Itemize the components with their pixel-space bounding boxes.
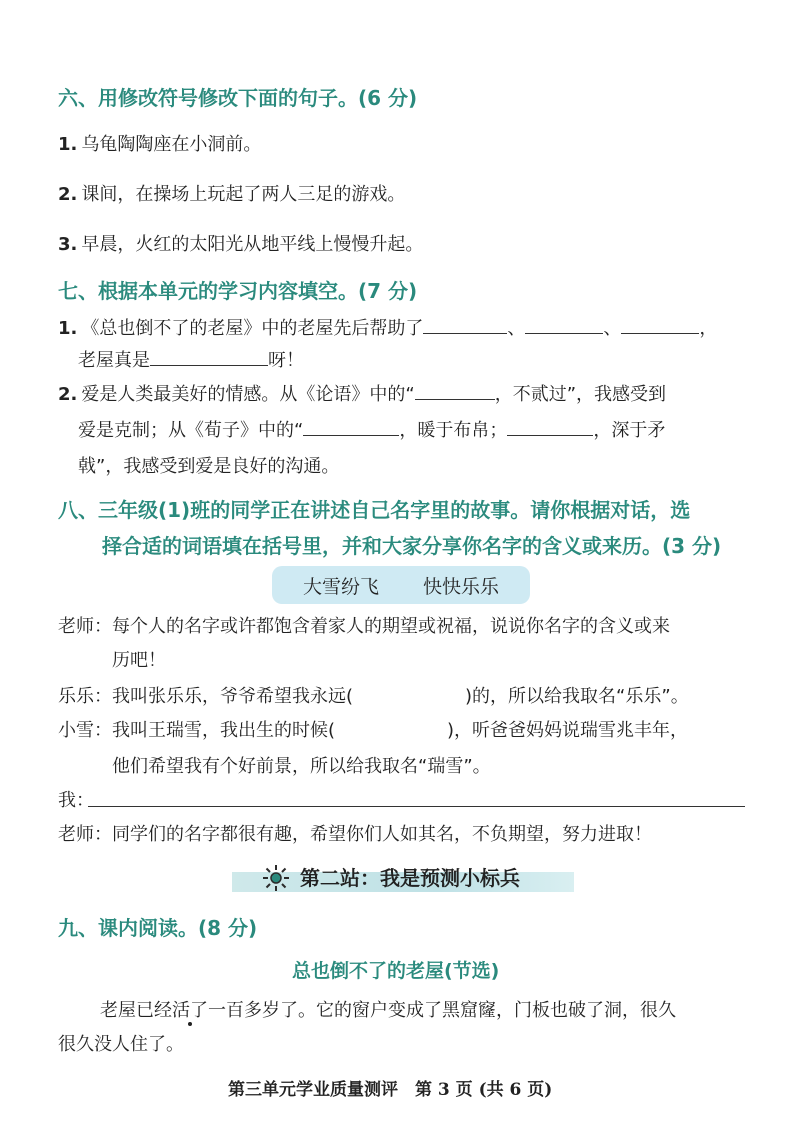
answer-blank[interactable] — [525, 315, 603, 334]
separator: 、 — [507, 318, 526, 339]
emphasis-dot — [188, 1022, 192, 1026]
section-6-item-3 — [58, 230, 423, 256]
question-text: 老屋真是 — [78, 350, 150, 371]
passage-line-1: 老屋已经活了一百多岁了。它的窗户变成了黑窟窿，门板也破了洞，很久 — [100, 1000, 676, 1021]
section-7-q2-line2 — [78, 416, 665, 442]
item-number: 1. — [58, 134, 78, 155]
question-text: 爱是克制；从《荀子》中的“ — [78, 420, 304, 441]
page-footer: 第三单元学业质量测评 第 3 页 (共 6 页) — [228, 1080, 553, 1100]
dialog-text: )的，所以给我取名“乐乐”。 — [465, 686, 689, 707]
dialog-text: 小雪：我叫王瑞雪，我出生的时候( — [58, 720, 336, 741]
section-8-title-line1: 八、三年级(1)班的同学正在讲述自己名字里的故事。请你根据对话，选 — [58, 498, 691, 522]
item-text: 早晨，火红的太阳光从地平线上慢慢升起。 — [81, 234, 424, 255]
dialog-xiaoxue-cont: 他们希望我有个好前景，所以给我取名“瑞雪”。 — [112, 756, 491, 777]
section-7-q2-line3: 戟”，我感受到爱是良好的沟通。 — [78, 456, 340, 477]
question-number: 1. — [58, 318, 78, 339]
section-6-item-2 — [58, 180, 405, 206]
word-option: 快快乐乐 — [423, 575, 500, 598]
answer-line[interactable] — [88, 806, 745, 807]
answer-blank[interactable] — [150, 347, 268, 366]
item-text: 课间，在操场上玩起了两人三足的游戏。 — [81, 184, 406, 205]
separator: 、 — [603, 318, 622, 339]
answer-blank[interactable] — [415, 381, 495, 400]
answer-blank[interactable] — [303, 417, 399, 436]
section-7-q2-line1 — [58, 380, 666, 406]
dialog-xiaoxue — [58, 716, 688, 742]
question-text: ，暖于布帛； — [399, 420, 508, 441]
dialog-me-label: 我： — [58, 790, 94, 811]
section-8-title-line2: 择合适的词语填在括号里，并和大家分享你名字的含义或来历。(3 分) — [102, 534, 722, 558]
section-6-item-1 — [58, 130, 261, 156]
word-option: 大雪纷飞 — [302, 575, 379, 598]
section-7-q1-line2 — [78, 346, 304, 372]
item-text: 乌龟陶陶座在小洞前。 — [81, 134, 262, 155]
section-7-title: 七、根据本单元的学习内容填空。(7 分) — [58, 279, 418, 303]
word-bank — [272, 566, 530, 604]
separator: ， — [699, 318, 718, 339]
answer-blank[interactable] — [507, 417, 593, 436]
question-text: 爱是人类最美好的情感。从《论语》中的“ — [81, 384, 415, 405]
answer-blank[interactable] — [621, 315, 699, 334]
passage-line-2: 很久没人住了。 — [58, 1034, 184, 1055]
answer-blank[interactable] — [423, 315, 507, 334]
dialog-text: 乐乐：我叫张乐乐，爷爷希望我永远( — [58, 686, 354, 707]
banner-title: 第二站：我是预测小标兵 — [300, 866, 520, 890]
section-6-title: 六、用修改符号修改下面的句子。(6 分) — [58, 86, 418, 110]
sun-icon — [262, 864, 290, 892]
dialog-teacher-1b: 历吧！ — [112, 650, 166, 671]
section-9-title: 九、课内阅读。(8 分) — [58, 916, 258, 940]
dialog-teacher-2: 老师：同学们的名字都很有趣，希望你们人如其名，不负期望，努力进取！ — [58, 824, 652, 845]
question-text: 《总也倒不了的老屋》中的老屋先后帮助了 — [81, 318, 424, 339]
item-number: 2. — [58, 184, 78, 205]
dialog-lele — [58, 682, 689, 708]
item-number: 3. — [58, 234, 78, 255]
dialog-teacher-1a: 老师：每个人的名字或许都饱含着家人的期望或祝福，说说你名字的含义或来 — [58, 616, 670, 637]
section-7-q1-line1 — [58, 314, 717, 340]
question-text: 呀！ — [268, 350, 304, 371]
dialog-text: )，听爸爸妈妈说瑞雪兆丰年， — [447, 720, 689, 741]
question-number: 2. — [58, 384, 78, 405]
passage-title: 总也倒不了的老屋(节选) — [292, 960, 500, 982]
question-text: ，不贰过”，我感受到 — [494, 384, 667, 405]
question-text: ，深于矛 — [593, 420, 666, 441]
